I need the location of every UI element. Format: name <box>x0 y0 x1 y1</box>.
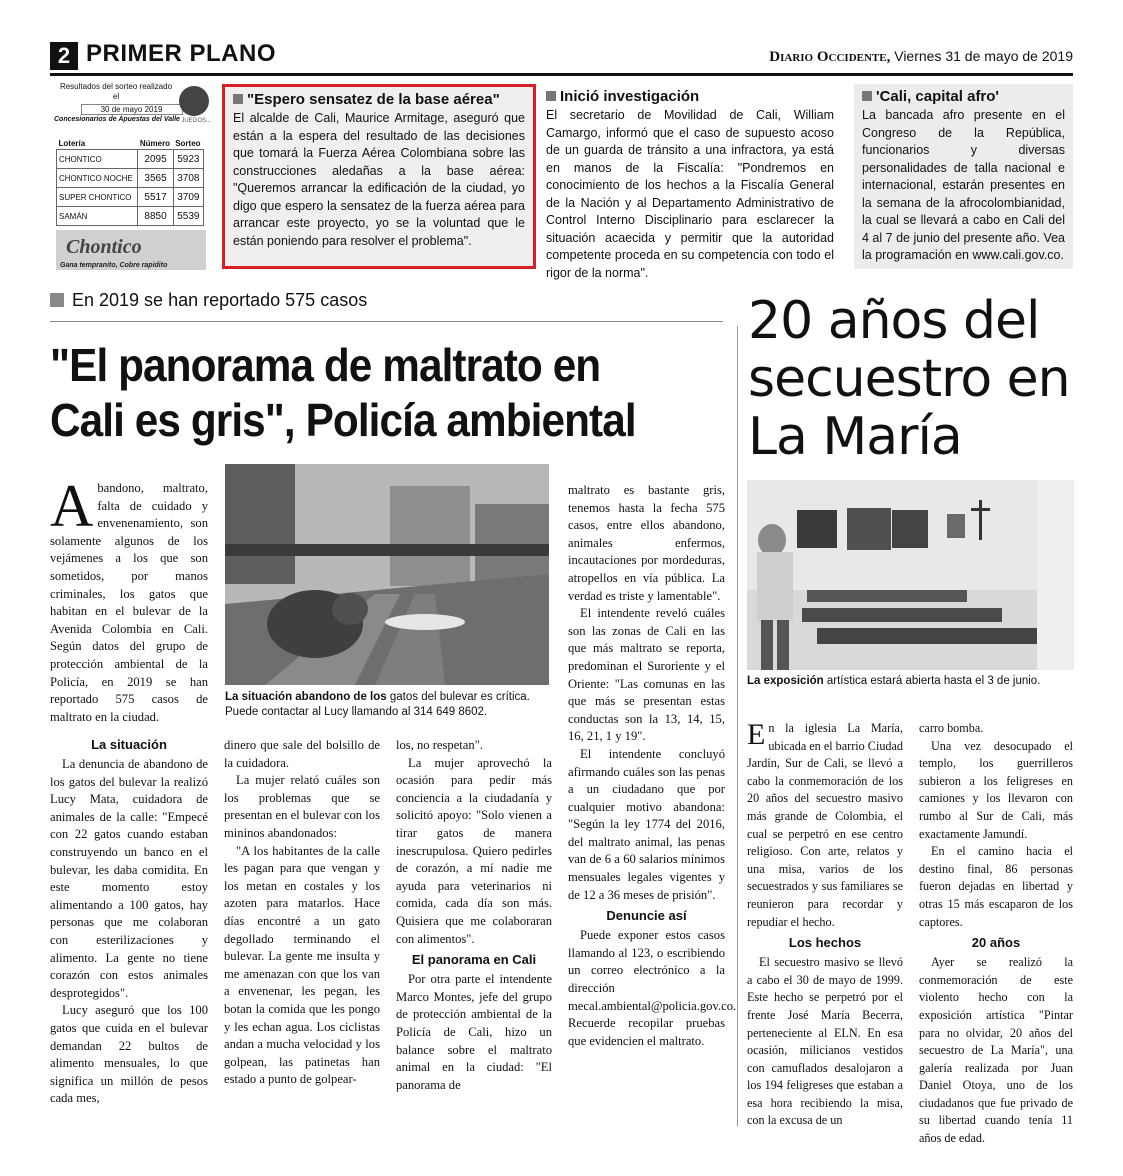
lottery-number: 3565 <box>138 169 173 188</box>
bullet-square-icon <box>233 94 243 104</box>
lottery-concessionaire: Concesionarios de Apuestas del Valle <box>54 116 180 123</box>
lottery-col-header: Número <box>139 139 171 148</box>
subheading: El panorama en Cali <box>411 952 537 968</box>
article1-col3 <box>396 737 552 1094</box>
brief-title <box>546 88 834 105</box>
subheading: 20 años <box>971 935 1021 951</box>
paragraph: n la iglesia La María, ubicada en el barrio Ciudad Jardín, Sur de Cali, se llevó a cabo la conmemoración de los 20 años del secuestro masivo más grande de Colombia, el cual se perpetró en ese centro religioso. Con arte, relatos y una misa, varios de los secuestrados y sus familiares se reunieron para recordar y repudiar el hecho. <box>747 721 904 929</box>
lottery-draw: 3709 <box>173 188 203 207</box>
lottery-table <box>56 138 204 226</box>
photo-caption-2 <box>747 674 1074 689</box>
caption-text: artística estará abierta hasta el 3 de junio. <box>823 675 1041 687</box>
chontico-slogan: Gana tempranito, Cobre rapidito <box>60 262 168 269</box>
brief-title-text: Inició investigación <box>560 88 700 105</box>
kicker-text: En 2019 se han reportado 575 casos <box>72 290 368 310</box>
chontico-brand: Chontico <box>66 236 142 258</box>
subheading: Los hechos <box>788 935 862 951</box>
kicker <box>50 290 367 311</box>
lottery-col-header: Sorteo <box>175 139 201 148</box>
lottery-row <box>57 169 204 188</box>
lottery-draw: 3708 <box>173 169 203 188</box>
section-title: PRIMER PLANO <box>86 40 277 67</box>
paragraph: La mujer aprovechó la ocasión para pedir más conciencia a la ciudadanía y solicitó apoyo: "Solo vienen a tirar gatos de manera inescrupulosa. Quiero pedirles de corazón, a mí nadie me ayuda para veterinarios ni comida, cada día son más. Quisiera que me colaboraran con alimentos". <box>396 755 552 946</box>
paragraph: Puede exponer estos casos llamando al 123, o escribiendo un correo electrónico a la dirección mecal.ambiental@policia.gov.co. Recuerde recopilar pruebas que evidencien el maltrato. <box>568 928 737 1048</box>
paragraph: La mujer relató cuáles son los problemas que se presentan en el bulevar con los mininos abandonados: <box>224 773 380 840</box>
brief-body: La bancada afro presente en el Congreso de la República, funcionarios y diversas personalidades de talla nacional e internacional, estarán presentes en la semana de la afrocolombianidad, la cual se llevará a cabo en Cali del 4 al 7 de junio del presente año. Vea la programación en www.cali.gov.co. <box>862 108 1065 262</box>
article1-col2 <box>224 737 380 1089</box>
lottery-name: SAMÁN <box>57 207 138 226</box>
subheading: Denuncie así <box>606 908 687 924</box>
cat-photo-image <box>225 464 549 685</box>
brief-cali-afro <box>854 84 1073 269</box>
article2-col1 <box>747 720 903 1130</box>
caption-bold: La exposición <box>747 675 824 687</box>
church-photo-image <box>747 480 1074 670</box>
brief-body: El secretario de Movilidad de Cali, William Camargo, informó que el caso de supuesto acoso de un guarda de tránsito a una infractora, ya está en manos de la Fiscalía: "Pondremos en conocimiento de los hechos a la Fiscalía General de la Nación y al Departamento Administrativo de Control Interno Disciplinario para esclarecer la situación acaecida y permitir que la autoridad competente proceda en su competencia con todo el rigor de la norma". <box>546 108 834 280</box>
paragraph: El intendente concluyó afirmando cuáles son las penas a un ciudadano que por cualquier motivo abandona: "Según la ley 1774 del 2016, del maltrato animal, las penas van de 6 a 60 salarios mínimos mensuales legales vigentes y de 12 a 36 meses de prisión". <box>568 746 725 902</box>
publication-date: Viernes 31 de mayo de 2019 <box>890 48 1073 64</box>
lottery-results-box <box>50 82 213 274</box>
bullet-square-icon <box>862 91 872 101</box>
brief-title-text: 'Cali, capital afro' <box>876 88 1000 105</box>
brief-base-aerea <box>222 84 536 269</box>
article1-lead <box>50 473 208 726</box>
brief-investigacion <box>538 84 842 280</box>
paragraph: La denuncia de abandono de los gatos del bulevar la realizó Lucy Mata, cuidadora de animales de la calle: "Empecé con 22 gatos cuando estaban construyendo un banco en el bulevar, les daba comidita. En este momento estoy alimentando a 100 gatos, hay personas que me colaboran con esterilizaciones y alimento. La gente no tiene corazón con estos animales desprotegidos". <box>50 757 208 1000</box>
paragraph: El secuestro masivo se llevó a cabo el 30 de mayo de 1999. Este hecho se perpetró por el frente José María Becerra, perteneciente al ELN. En esa ocasión, milicianos vestidos con camuflados desalojaron a los 194 feligreses que estaban a esa hora recibiendo la misa, con la excusa de un <box>747 955 903 1128</box>
brief-title-text: "Espero sensatez de la base aérea" <box>247 91 500 108</box>
lead-paragraph: bandono, maltrato, falta de cuidado y envenenamiento, son solamente algunos de los vejámenes a los que son sometidos, por manos criminales, los gatos que habitan en el bulevar de la Avenida Colombia en Cali. Según datos del grupo de protección ambiental de la Policía, en 2019 se han reportado 575 casos de maltrato en la ciudad. <box>50 481 208 724</box>
lottery-number: 8850 <box>138 207 173 226</box>
chontico-banner <box>56 230 206 270</box>
paragraph: "A los habitantes de la calle les pagan para que vengan y los metan en costales y los azoten para matarlos. Hace días encontré a un gato degollado terminando el bulevar. La gente me insulta y me amenazan con que los van a envenenar, les pegan, les botan la comida que les pongo y les echan agua. Los ciclistas andan a mucha velocidad y los golpean, las patinetas han estado a punto de golpear- <box>224 843 380 1087</box>
brief-title <box>862 88 1065 105</box>
lottery-logo-text: JUEGOS... <box>181 118 211 124</box>
lottery-row <box>57 188 204 207</box>
brief-body: El alcalde de Cali, Maurice Armitage, aseguró que están a la espera del resultado de las decisiones que tomará la Fuerza Aérea Colombiana sobre las construcciones aledañas a la base aérea: "Queremos arrancar la edificación de la ciudad, yo digo que espero la sensatez de la fuerza aérea para arrancar este proyecto, yo se la voluntad que le están poniendo para resolver el problema". <box>233 111 525 248</box>
lottery-name: CHONTICO <box>57 150 138 169</box>
paragraph: carro bomba. <box>919 721 984 735</box>
article1-col4 <box>568 482 737 1050</box>
photo-cat <box>225 464 549 685</box>
paragraph: Una vez desocupado el templo, los guerrilleros subieron a los feligreses en camiones y los llevaron con rumbo al Sur de Cali, más exactamente Jamundí. <box>919 738 1073 841</box>
caption-bold: La situación abandono de los <box>225 691 387 703</box>
lottery-header-row <box>57 138 204 150</box>
lottery-heading: Resultados del sorteo realizado el <box>59 82 173 101</box>
photo-caption <box>225 690 555 720</box>
bullet-square-icon <box>546 91 556 101</box>
photo-church <box>747 480 1074 670</box>
lottery-draw: 5923 <box>173 150 203 169</box>
headline-maltrato: "El panorama de maltrato en Cali es gris", Policía ambiental <box>50 339 636 446</box>
caption-text: gatos del bulevar es crítica. Puede contactar al Lucy llamando al 314 649 8602. <box>225 691 530 718</box>
lottery-logo-icon <box>179 86 209 116</box>
lottery-name: SUPER CHONTICO <box>57 188 138 207</box>
paragraph: Lucy aseguró que los 100 gatos que cuida en el bulevar demandan 22 bultos de alimento mensuales, lo que significa un millón de pesos cada mes, <box>50 1003 208 1106</box>
kicker-rule <box>50 321 723 322</box>
headline-la-maria: 20 años del secuestro en La María <box>748 291 1070 467</box>
publication-line <box>769 48 1073 66</box>
column-divider <box>737 326 738 1126</box>
lottery-number: 5517 <box>138 188 173 207</box>
publication-name: Diario Occidente, <box>769 49 891 65</box>
dropcap: A <box>50 473 94 539</box>
brief-title <box>233 91 525 108</box>
header-rule <box>50 73 1073 76</box>
subheading: La situación <box>91 737 167 752</box>
dropcap: E <box>747 718 766 751</box>
lottery-name: CHONTICO NOCHE <box>57 169 138 188</box>
bullet-square-icon <box>50 293 64 307</box>
paragraph: El intendente reveló cuáles son las zonas de Cali en las que más maltrato se reporta, predominan el Suroriente y el Oriente: "Las comunas en las que más se presentan estas conductas son la 13, 14, 15, 16, 21, 1 y 19". <box>568 606 725 744</box>
lottery-row <box>57 150 204 169</box>
paragraph: Por otra parte el intendente Marco Montes, jefe del grupo de protección ambiental de la Policía de Cali, hizo un balance sobre el maltrato animal en la ciudad: "El panorama de <box>396 972 552 1092</box>
paragraph: los, no respetan". <box>396 738 483 752</box>
paragraph: En el camino hacia el destino final, 86 personas fueron dejadas en libertad y otras 15 más escaparon de los captores. <box>919 844 1073 929</box>
page-number: 2 <box>50 42 78 70</box>
paragraph: maltrato es bastante gris, tenemos hasta la fecha 575 casos, entre ellos abandono, animales enfermos, incautaciones por mordeduras, atropellos en vía pública. La verdad es triste y lamentable". <box>568 483 725 603</box>
article1-col1 <box>50 733 208 1108</box>
paragraph: dinero que sale del bolsillo de la cuidadora. <box>224 738 380 770</box>
lottery-row <box>57 207 204 226</box>
paragraph: Ayer se realizó la conmemoración de este violento hecho con la exposición artística "Pintar para no olvidar, 20 años del secuestro de La María", una galería realizada por Juan Daniel Otoya, uno de los ciudadanos que fue privado de su libertad cuando tenía 11 años de edad. <box>919 955 1073 1146</box>
lottery-date: 30 de mayo 2019 <box>81 104 183 115</box>
lottery-col-header: Lotería <box>58 139 86 148</box>
lottery-number: 2095 <box>138 150 173 169</box>
lottery-draw: 5539 <box>173 207 203 226</box>
article2-col2 <box>919 720 1073 1148</box>
